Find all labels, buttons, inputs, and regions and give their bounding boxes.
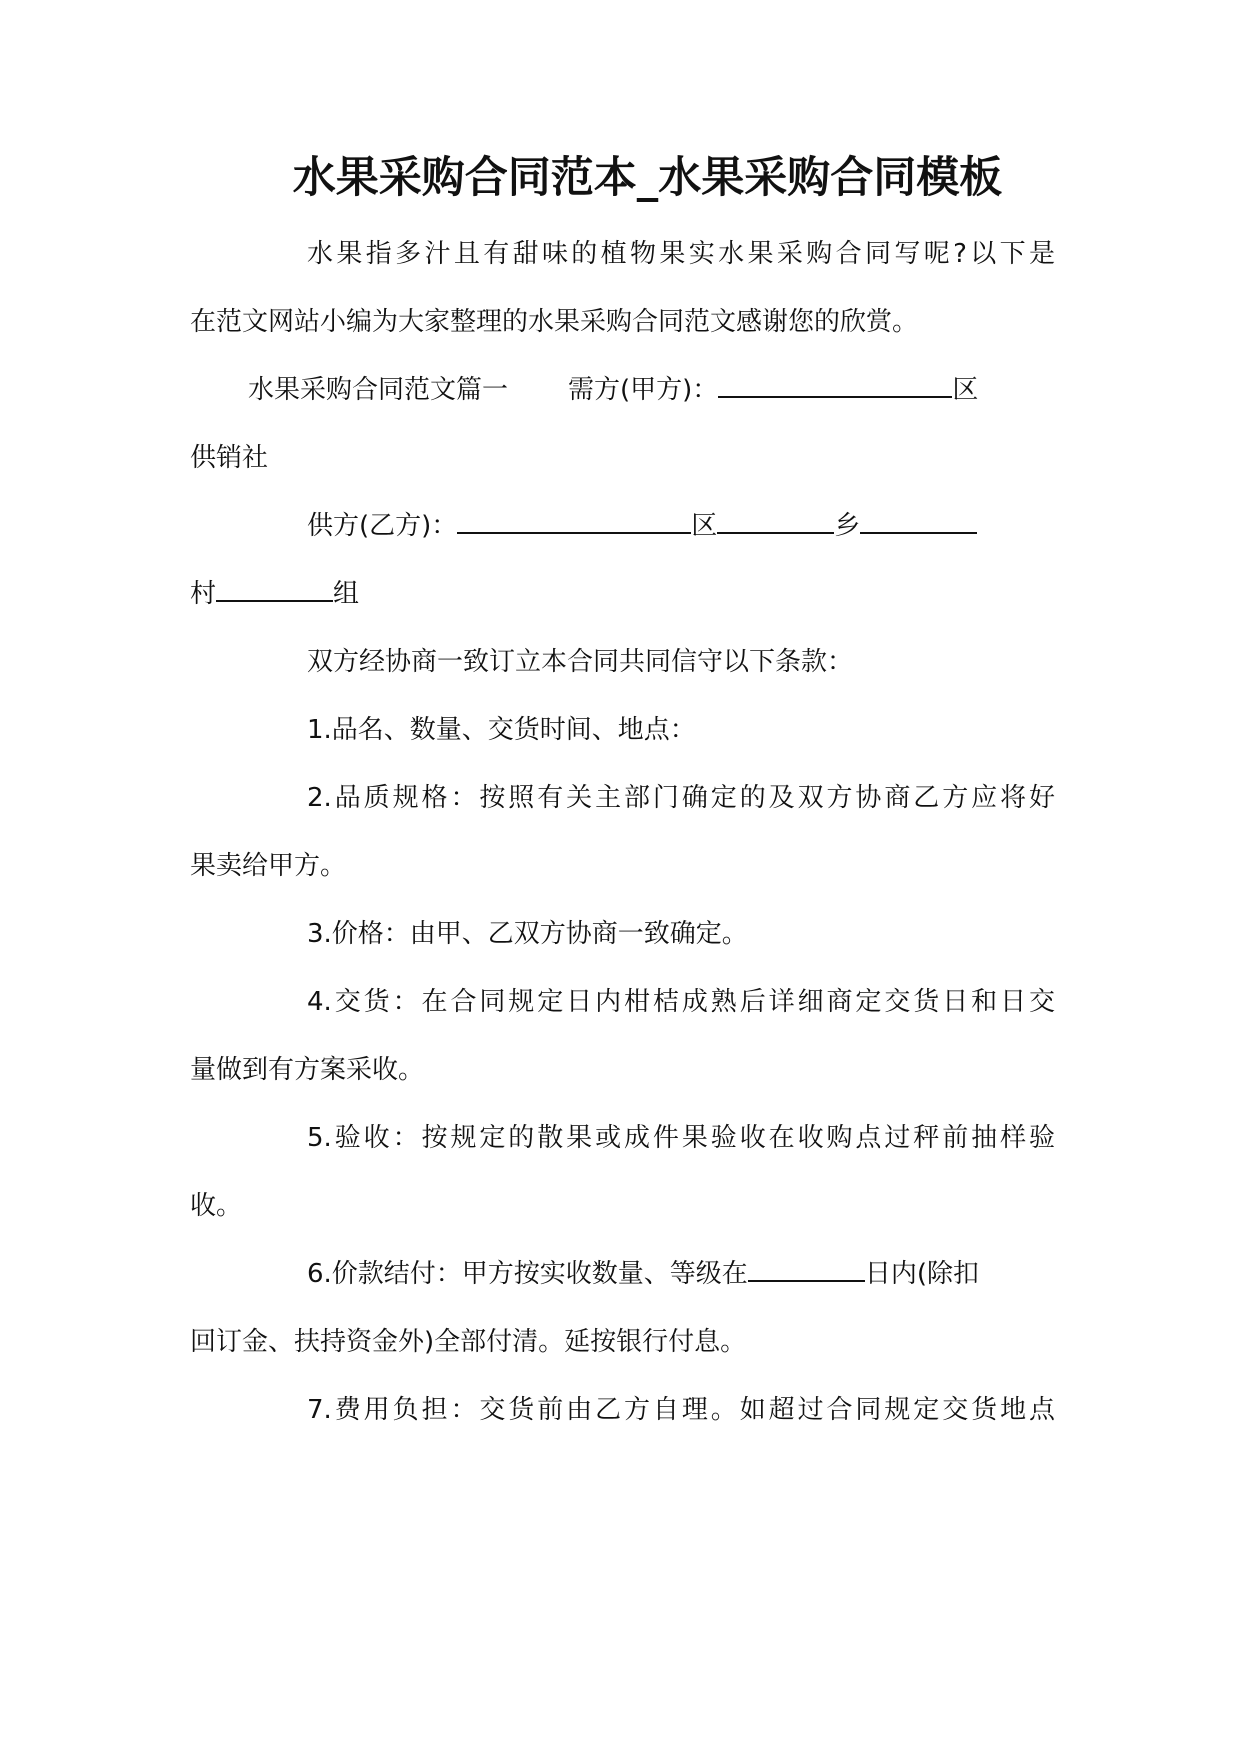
clause-6-line-1 (190, 1254, 1055, 1294)
clause-4-line-2: 量做到有方案采收。 (190, 1055, 425, 1085)
clause-2-line-1: 2.品质规格：按照有关主部门确定的及双方协商乙方应将好 (307, 783, 1055, 813)
party-b-line (190, 506, 1055, 546)
clause-6-days-blank (748, 1254, 865, 1282)
party-b-name-blank (457, 506, 691, 534)
party-b-line-2 (190, 574, 1055, 614)
party-b-label: 供方(乙方)： (307, 511, 458, 541)
contract-section-heading: 水果采购合同范文篇一 (248, 375, 509, 405)
intro-line-1: 水果指多汁且有甜味的植物果实水果采购合同写呢?以下是 (307, 239, 1055, 269)
party-b-village-blank (860, 506, 977, 534)
party-a-line-2: 供销社 (190, 443, 269, 473)
party-a-district: 区 (952, 375, 979, 405)
party-b-township: 乡 (834, 511, 861, 541)
clause-6-suffix: 日内(除扣 (864, 1259, 979, 1289)
party-a-name-blank (718, 370, 952, 398)
clause-5-line-1: 5.验收：按规定的散果或成件果验收在收购点过秤前抽样验 (307, 1123, 1055, 1153)
clause-3: 3.价格：由甲、乙双方协商一致确定。 (307, 919, 748, 949)
clause-2-line-2: 果卖给甲方。 (190, 851, 347, 881)
agreement-line: 双方经协商一致订立本合同共同信守以下条款： (307, 647, 854, 677)
party-a-line (190, 370, 1055, 410)
party-b-township-blank (717, 506, 834, 534)
party-b-group: 组 (333, 579, 360, 609)
clause-4-line-1: 4.交货：在合同规定日内柑桔成熟后详细商定交货日和日交 (307, 987, 1055, 1017)
clause-7-line-1: 7.费用负担：交货前由乙方自理。如超过合同规定交货地点 (307, 1395, 1055, 1425)
party-a-label: 需方(甲方)： (568, 375, 719, 405)
party-b-group-blank (216, 574, 333, 602)
clause-1: 1.品名、数量、交货时间、地点： (307, 715, 696, 745)
intro-line-2: 在范文网站小编为大家整理的水果采购合同范文感谢您的欣赏。 (190, 307, 919, 337)
party-b-village: 村 (190, 579, 217, 609)
clause-5-line-2: 收。 (190, 1191, 243, 1221)
document-title: 水果采购合同范本_水果采购合同模板 (292, 153, 1003, 203)
clause-6-prefix: 6.价款结付：甲方按实收数量、等级在 (307, 1259, 748, 1289)
clause-6-line-2: 回订金、扶持资金外)全部付清。延按银行付息。 (190, 1327, 747, 1357)
party-b-district: 区 (691, 511, 718, 541)
